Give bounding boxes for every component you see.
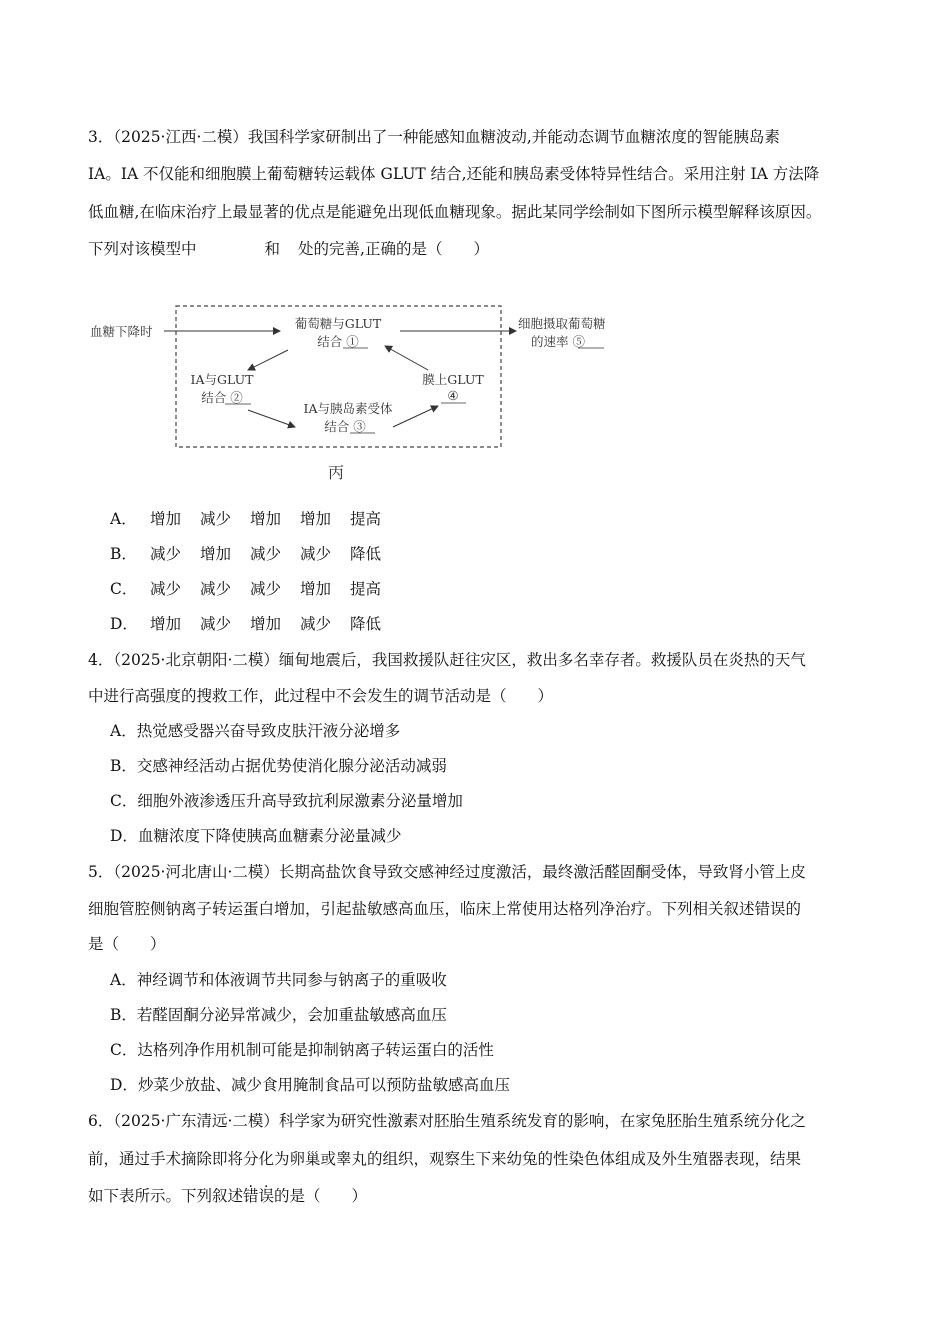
option-label: B． <box>110 757 137 775</box>
option-value: 减少 <box>150 580 182 598</box>
q4-line-2: 中进行高强度的搜救工作，此过程中不会发生的调节活动是（ ） <box>88 687 554 705</box>
q3-line-2: IA。IA 不仅能和细胞膜上葡萄糖转运载体 GLUT 结合,还能和胰岛素受体特异性结合。采用注射 IA 方法降 <box>88 165 820 183</box>
option-value: 降低 <box>350 615 382 633</box>
fig-left-node-1: IA与GLUT <box>190 372 254 387</box>
q5-option-a[interactable] <box>110 970 447 990</box>
fig-bottom-node-2: 结合 ③ <box>324 419 366 434</box>
option-value: 增加 <box>250 510 282 528</box>
option-text: 细胞外液渗透压升高导致抗利尿激素分泌量增加 <box>137 792 463 810</box>
option-value: 增加 <box>300 510 332 528</box>
option-label: D． <box>110 1076 138 1094</box>
fig-bottom-node-1: IA与胰岛素受体 <box>303 401 393 416</box>
q3-line-1: 3．（2025·江西·二模）我国科学家研制出了一种能感知血糖波动,并能动态调节血糖浓度的智能胰岛素 <box>88 128 780 146</box>
option-label: D． <box>110 615 138 633</box>
q5-option-d[interactable] <box>110 1075 510 1095</box>
fig-left-label: 血糖下降时 <box>90 324 153 339</box>
option-text: 热觉感受器兴奋导致皮肤汗液分泌增多 <box>136 722 401 740</box>
q5-line-2: 细胞管腔侧钠离子转运蛋白增加，引起盐敏感高血压，临床上常使用达格列净治疗。下列相关叙述错误的 <box>88 900 802 918</box>
option-label: B． <box>110 1006 137 1024</box>
q6-line-3-part-c: 的是（ ） <box>274 1187 368 1205</box>
q3-line-4-part-b: 和 <box>264 240 281 258</box>
q3-model-diagram <box>88 300 648 490</box>
q5-line-3: 是（ ） <box>88 935 166 953</box>
q6-line-3-part-a: 如下表所示。下列叙述 <box>88 1187 244 1205</box>
option-value: 增加 <box>300 580 332 598</box>
option-value: 增加 <box>150 510 182 528</box>
emphasis-char: 错 <box>243 1187 259 1205</box>
fig-right-node-2: ④ <box>447 388 459 403</box>
option-value: 降低 <box>350 545 382 563</box>
q3-option-b[interactable] <box>110 544 400 564</box>
option-value: 减少 <box>200 580 232 598</box>
fig-right-node-1: 膜上GLUT <box>422 372 484 387</box>
option-value: 减少 <box>200 510 232 528</box>
fig-center-top-2: 结合 ① <box>317 334 359 349</box>
q5-option-c[interactable] <box>110 1040 494 1060</box>
option-value: 减少 <box>250 580 282 598</box>
option-text: 炒菜少放盐、减少食用腌制食品可以预防盐敏感高血压 <box>137 1076 510 1094</box>
option-label: A． <box>110 510 137 528</box>
arrow-to-ia-glut <box>248 350 288 370</box>
option-text: 若醛固酮分泌异常减少，会加重盐敏感高血压 <box>136 1006 447 1024</box>
option-value: 提高 <box>350 510 382 528</box>
option-label: C． <box>110 580 138 598</box>
emphasis-text <box>243 1187 274 1205</box>
q6-line-3 <box>88 1186 367 1206</box>
q4-option-d[interactable] <box>110 826 401 846</box>
q6-line-1: 6．（2025·广东清远·二模）科学家为研究性激素对胚胎生殖系统发育的影响，在家兔胚胎生殖系统分化之 <box>88 1112 806 1130</box>
q3-line-4 <box>88 239 489 259</box>
option-value: 增加 <box>250 615 282 633</box>
q6-line-2: 前，通过手术摘除即将分化为卵巢或睾丸的组织，观察生下来幼兔的性染色体组成及外生殖器表现，结果 <box>88 1150 802 1168</box>
option-label: C． <box>110 1041 138 1059</box>
fig-left-node-2: 结合 ② <box>201 390 243 405</box>
q3-option-a[interactable] <box>110 509 400 529</box>
q3-option-c[interactable] <box>110 579 400 599</box>
option-text: 达格列净作用机制可能是抑制钠离子转运蛋白的活性 <box>137 1041 494 1059</box>
option-value: 减少 <box>250 545 282 563</box>
option-value: 增加 <box>200 545 232 563</box>
fig-out-label-2: 的速率 ⑤ <box>531 334 585 349</box>
option-value: 减少 <box>200 615 232 633</box>
option-value: 提高 <box>350 580 382 598</box>
option-label: C． <box>110 792 138 810</box>
option-text: 交感神经活动占据优势使消化腺分泌活动减弱 <box>136 757 447 775</box>
q5-line-1: 5．（2025·河北唐山·二模）长期高盐饮食导致交感神经过度激活，最终激活醛固酮受体，导致肾小管上皮 <box>88 863 806 881</box>
option-label: D． <box>110 827 138 845</box>
option-text: 血糖浓度下降使胰高血糖素分泌量减少 <box>137 827 402 845</box>
option-label: A． <box>110 971 137 989</box>
q4-option-c[interactable] <box>110 791 463 811</box>
q4-option-b[interactable] <box>110 756 447 776</box>
q5-option-b[interactable] <box>110 1005 447 1025</box>
emphasis-char: 误 <box>258 1187 275 1205</box>
option-label: A． <box>110 722 137 740</box>
q3-line-3: 低血糖,在临床治疗上最显著的优点是能避免出现低血糖现象。据此某同学绘制如下图所示模型解释该原因。 <box>88 203 822 221</box>
arrow-to-ia-receptor <box>248 410 295 427</box>
option-value: 减少 <box>300 615 332 633</box>
q3-line-4-part-a: 下列对该模型中 <box>88 240 197 258</box>
fig-caption: 丙 <box>327 463 345 482</box>
q3-option-d[interactable] <box>110 614 400 634</box>
fig-center-top-1: 葡萄糖与GLUT <box>294 316 382 331</box>
arrow-to-membrane-glut <box>393 406 438 427</box>
option-value: 减少 <box>300 545 332 563</box>
q4-line-1: 4．（2025·北京朝阳·二模）缅甸地震后，我国救援队赶往灾区，救出多名幸存者。救援队员在炎热的天气 <box>88 651 806 669</box>
q3-line-4-part-c: 处的完善,正确的是（ ） <box>298 240 489 258</box>
option-value: 增加 <box>150 615 182 633</box>
arrow-to-glucose-glut <box>385 346 428 370</box>
option-label: B． <box>110 545 137 563</box>
option-text: 神经调节和体液调节共同参与钠离子的重吸收 <box>136 971 447 989</box>
option-value: 减少 <box>150 545 182 563</box>
emphasis-word <box>243 1187 274 1205</box>
q4-option-a[interactable] <box>110 721 400 741</box>
fig-out-label-1: 细胞摄取葡萄糖 <box>518 316 606 331</box>
